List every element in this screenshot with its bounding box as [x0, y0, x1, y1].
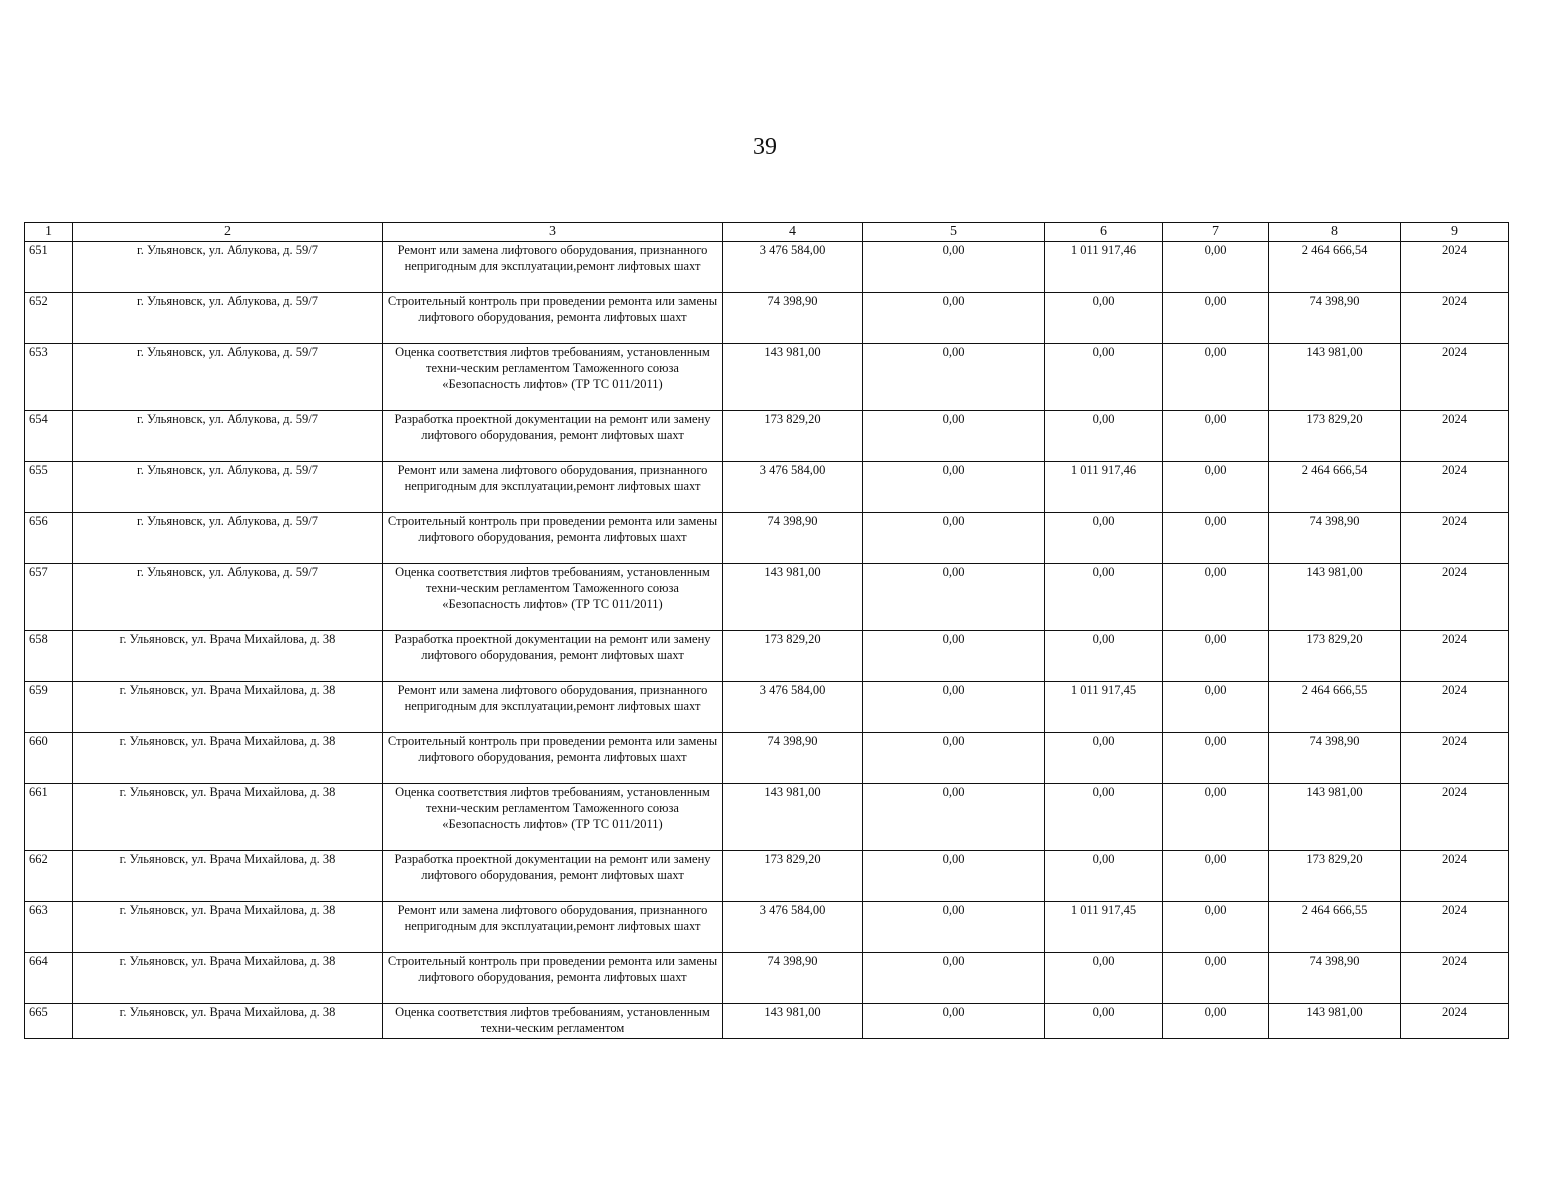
- value-col-6: 0,00: [1045, 513, 1163, 564]
- address-cell: г. Ульяновск, ул. Аблукова, д. 59/7: [73, 513, 383, 564]
- work-type-cell: Оценка соответствия лифтов требованиям, установленным техни-ческим регламентом Таможенного союза «Безопасность лифтов» (ТР ТС 011/2011): [383, 344, 723, 411]
- value-col-4: 3 476 584,00: [723, 242, 863, 293]
- table-body: [25, 242, 1509, 1039]
- value-col-5: 0,00: [863, 293, 1045, 344]
- value-col-7: 0,00: [1163, 953, 1269, 1004]
- page-number: 39: [753, 134, 777, 160]
- value-col-7: 0,00: [1163, 462, 1269, 513]
- table-row: [25, 1004, 1509, 1039]
- value-col-8: 143 981,00: [1269, 564, 1401, 631]
- work-type-cell: Ремонт или замена лифтового оборудования, признанного непригодным для эксплуатации,ремонт лифтовых шахт: [383, 682, 723, 733]
- table-row: [25, 293, 1509, 344]
- col-header-5: 5: [863, 223, 1045, 242]
- value-col-4: 3 476 584,00: [723, 682, 863, 733]
- value-col-5: 0,00: [863, 462, 1045, 513]
- row-number: 662: [25, 851, 73, 902]
- address-cell: г. Ульяновск, ул. Врача Михайлова, д. 38: [73, 851, 383, 902]
- row-number: 656: [25, 513, 73, 564]
- work-type-cell: Разработка проектной документации на ремонт или замену лифтового оборудования, ремонт лифтовых шахт: [383, 631, 723, 682]
- year-cell: 2024: [1401, 784, 1509, 851]
- value-col-6: 0,00: [1045, 784, 1163, 851]
- value-col-8: 74 398,90: [1269, 293, 1401, 344]
- value-col-8: 173 829,20: [1269, 631, 1401, 682]
- address-cell: г. Ульяновск, ул. Врача Михайлова, д. 38: [73, 953, 383, 1004]
- address-cell: г. Ульяновск, ул. Аблукова, д. 59/7: [73, 293, 383, 344]
- value-col-7: 0,00: [1163, 682, 1269, 733]
- col-header-4: 4: [723, 223, 863, 242]
- value-col-6: 0,00: [1045, 344, 1163, 411]
- work-type-cell: Строительный контроль при проведении ремонта или замены лифтового оборудования, ремонта лифтовых шахт: [383, 953, 723, 1004]
- row-number: 663: [25, 902, 73, 953]
- value-col-4: 173 829,20: [723, 851, 863, 902]
- value-col-6: 0,00: [1045, 631, 1163, 682]
- value-col-8: 143 981,00: [1269, 784, 1401, 851]
- value-col-5: 0,00: [863, 784, 1045, 851]
- value-col-5: 0,00: [863, 513, 1045, 564]
- work-type-cell: Разработка проектной документации на ремонт или замену лифтового оборудования, ремонт лифтовых шахт: [383, 411, 723, 462]
- row-number: 664: [25, 953, 73, 1004]
- col-header-8: 8: [1269, 223, 1401, 242]
- row-number: 657: [25, 564, 73, 631]
- year-cell: 2024: [1401, 733, 1509, 784]
- value-col-6: 0,00: [1045, 953, 1163, 1004]
- col-header-7: 7: [1163, 223, 1269, 242]
- col-header-3: 3: [383, 223, 723, 242]
- address-cell: г. Ульяновск, ул. Аблукова, д. 59/7: [73, 411, 383, 462]
- value-col-6: 0,00: [1045, 293, 1163, 344]
- value-col-5: 0,00: [863, 564, 1045, 631]
- value-col-5: 0,00: [863, 631, 1045, 682]
- value-col-4: 143 981,00: [723, 784, 863, 851]
- value-col-8: 143 981,00: [1269, 1004, 1401, 1039]
- table-row: [25, 564, 1509, 631]
- col-header-9: 9: [1401, 223, 1509, 242]
- value-col-8: 143 981,00: [1269, 344, 1401, 411]
- value-col-6: 0,00: [1045, 733, 1163, 784]
- row-number: 661: [25, 784, 73, 851]
- value-col-7: 0,00: [1163, 784, 1269, 851]
- year-cell: 2024: [1401, 902, 1509, 953]
- value-col-8: 2 464 666,55: [1269, 682, 1401, 733]
- address-cell: г. Ульяновск, ул. Врача Михайлова, д. 38: [73, 1004, 383, 1039]
- work-type-cell: Оценка соответствия лифтов требованиям, установленным техни-ческим регламентом Таможенного союза «Безопасность лифтов» (ТР ТС 011/2011): [383, 784, 723, 851]
- table-row: [25, 631, 1509, 682]
- address-cell: г. Ульяновск, ул. Врача Михайлова, д. 38: [73, 784, 383, 851]
- value-col-4: 3 476 584,00: [723, 462, 863, 513]
- value-col-4: 74 398,90: [723, 953, 863, 1004]
- value-col-8: 2 464 666,55: [1269, 902, 1401, 953]
- work-type-cell: Строительный контроль при проведении ремонта или замены лифтового оборудования, ремонта лифтовых шахт: [383, 293, 723, 344]
- value-col-5: 0,00: [863, 1004, 1045, 1039]
- value-col-7: 0,00: [1163, 293, 1269, 344]
- value-col-4: 143 981,00: [723, 564, 863, 631]
- table-row: [25, 733, 1509, 784]
- year-cell: 2024: [1401, 242, 1509, 293]
- value-col-6: 0,00: [1045, 1004, 1163, 1039]
- year-cell: 2024: [1401, 411, 1509, 462]
- value-col-7: 0,00: [1163, 1004, 1269, 1039]
- value-col-6: 1 011 917,46: [1045, 242, 1163, 293]
- work-type-cell: Ремонт или замена лифтового оборудования, признанного непригодным для эксплуатации,ремонт лифтовых шахт: [383, 462, 723, 513]
- year-cell: 2024: [1401, 462, 1509, 513]
- value-col-8: 74 398,90: [1269, 733, 1401, 784]
- value-col-6: 1 011 917,45: [1045, 902, 1163, 953]
- row-number: 665: [25, 1004, 73, 1039]
- value-col-5: 0,00: [863, 902, 1045, 953]
- table-row: [25, 851, 1509, 902]
- value-col-6: 1 011 917,46: [1045, 462, 1163, 513]
- row-number: 659: [25, 682, 73, 733]
- works-table: [24, 222, 1509, 1039]
- row-number: 660: [25, 733, 73, 784]
- address-cell: г. Ульяновск, ул. Врача Михайлова, д. 38: [73, 682, 383, 733]
- address-cell: г. Ульяновск, ул. Аблукова, д. 59/7: [73, 242, 383, 293]
- value-col-4: 74 398,90: [723, 513, 863, 564]
- address-cell: г. Ульяновск, ул. Аблукова, д. 59/7: [73, 344, 383, 411]
- value-col-4: 74 398,90: [723, 293, 863, 344]
- row-number: 651: [25, 242, 73, 293]
- value-col-8: 2 464 666,54: [1269, 242, 1401, 293]
- value-col-5: 0,00: [863, 411, 1045, 462]
- table-row: [25, 411, 1509, 462]
- value-col-6: 0,00: [1045, 411, 1163, 462]
- year-cell: 2024: [1401, 293, 1509, 344]
- address-cell: г. Ульяновск, ул. Аблукова, д. 59/7: [73, 462, 383, 513]
- value-col-6: 1 011 917,45: [1045, 682, 1163, 733]
- work-type-cell: Строительный контроль при проведении ремонта или замены лифтового оборудования, ремонта лифтовых шахт: [383, 733, 723, 784]
- table-row: [25, 242, 1509, 293]
- header-row: [25, 223, 1509, 242]
- col-header-1: 1: [25, 223, 73, 242]
- col-header-6: 6: [1045, 223, 1163, 242]
- address-cell: г. Ульяновск, ул. Аблукова, д. 59/7: [73, 564, 383, 631]
- value-col-4: 74 398,90: [723, 733, 863, 784]
- work-type-cell: Ремонт или замена лифтового оборудования, признанного непригодным для эксплуатации,ремонт лифтовых шахт: [383, 242, 723, 293]
- value-col-6: 0,00: [1045, 564, 1163, 631]
- table-row: [25, 953, 1509, 1004]
- work-type-cell: Разработка проектной документации на ремонт или замену лифтового оборудования, ремонт лифтовых шахт: [383, 851, 723, 902]
- value-col-4: 143 981,00: [723, 344, 863, 411]
- value-col-7: 0,00: [1163, 242, 1269, 293]
- work-type-cell: Ремонт или замена лифтового оборудования, признанного непригодным для эксплуатации,ремонт лифтовых шахт: [383, 902, 723, 953]
- value-col-5: 0,00: [863, 851, 1045, 902]
- value-col-8: 173 829,20: [1269, 411, 1401, 462]
- col-header-2: 2: [73, 223, 383, 242]
- value-col-7: 0,00: [1163, 902, 1269, 953]
- year-cell: 2024: [1401, 682, 1509, 733]
- row-number: 655: [25, 462, 73, 513]
- table-row: [25, 462, 1509, 513]
- table-row: [25, 344, 1509, 411]
- value-col-6: 0,00: [1045, 851, 1163, 902]
- year-cell: 2024: [1401, 513, 1509, 564]
- value-col-7: 0,00: [1163, 564, 1269, 631]
- row-number: 658: [25, 631, 73, 682]
- value-col-4: 3 476 584,00: [723, 902, 863, 953]
- work-type-cell: Оценка соответствия лифтов требованиям, установленным техни-ческим регламентом Таможенного союза «Безопасность лифтов» (ТР ТС 011/2011): [383, 564, 723, 631]
- value-col-8: 74 398,90: [1269, 513, 1401, 564]
- year-cell: 2024: [1401, 953, 1509, 1004]
- value-col-8: 74 398,90: [1269, 953, 1401, 1004]
- work-type-cell: Строительный контроль при проведении ремонта или замены лифтового оборудования, ремонта лифтовых шахт: [383, 513, 723, 564]
- value-col-5: 0,00: [863, 953, 1045, 1004]
- value-col-5: 0,00: [863, 682, 1045, 733]
- value-col-5: 0,00: [863, 733, 1045, 784]
- value-col-5: 0,00: [863, 344, 1045, 411]
- value-col-5: 0,00: [863, 242, 1045, 293]
- year-cell: 2024: [1401, 344, 1509, 411]
- value-col-4: 143 981,00: [723, 1004, 863, 1039]
- table-row: [25, 902, 1509, 953]
- value-col-7: 0,00: [1163, 631, 1269, 682]
- value-col-7: 0,00: [1163, 733, 1269, 784]
- value-col-4: 173 829,20: [723, 631, 863, 682]
- value-col-7: 0,00: [1163, 344, 1269, 411]
- year-cell: 2024: [1401, 564, 1509, 631]
- row-number: 652: [25, 293, 73, 344]
- address-cell: г. Ульяновск, ул. Врача Михайлова, д. 38: [73, 902, 383, 953]
- address-cell: г. Ульяновск, ул. Врача Михайлова, д. 38: [73, 733, 383, 784]
- year-cell: 2024: [1401, 1004, 1509, 1039]
- row-number: 654: [25, 411, 73, 462]
- year-cell: 2024: [1401, 631, 1509, 682]
- year-cell: 2024: [1401, 851, 1509, 902]
- value-col-4: 173 829,20: [723, 411, 863, 462]
- table-row: [25, 682, 1509, 733]
- value-col-7: 0,00: [1163, 513, 1269, 564]
- table-row: [25, 784, 1509, 851]
- row-number: 653: [25, 344, 73, 411]
- value-col-8: 173 829,20: [1269, 851, 1401, 902]
- work-type-cell: Оценка соответствия лифтов требованиям, установленным техни-ческим регламентом: [383, 1004, 723, 1039]
- table-row: [25, 513, 1509, 564]
- address-cell: г. Ульяновск, ул. Врача Михайлова, д. 38: [73, 631, 383, 682]
- value-col-7: 0,00: [1163, 411, 1269, 462]
- value-col-8: 2 464 666,54: [1269, 462, 1401, 513]
- value-col-7: 0,00: [1163, 851, 1269, 902]
